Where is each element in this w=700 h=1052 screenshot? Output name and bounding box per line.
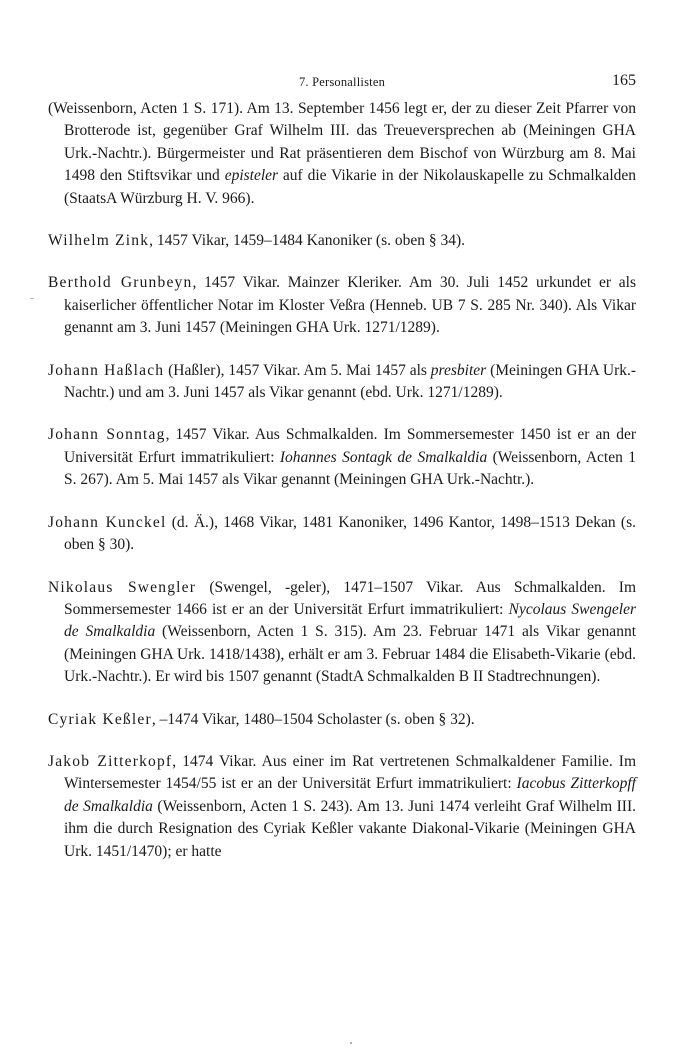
entry-berthold-grunbeyn: Berthold Grunbeyn, 1457 Vikar. Mainzer Kleriker. Am 30. Juli 1452 urkundet er als kaiserlicher öffentlicher Notar im Kloster Veßra (Henneb. UB 7 S. 285 Nr. 340). Als Vikar genannt am 3. Juni 1457 (Meiningen GHA Urk. 1271/1289).: [48, 274, 636, 337]
entry-jakob-zitterkopf: Jakob Zitterkopf, 1474 Vikar. Aus einer im Rat vertretenen Schmalkaldener Familie. Im Wintersemester 1454/55 ist er an der Universität Erfurt immatrikuliert: Iacobus Zitterkopff de Smalkaldia (Weissenborn, Acten 1 S. 243). Am 13. Juni 1474 verleiht Graf Wilhelm III. ihm die durch Resignation des Cyriak Keßler vakante Diakonal-Vikarie (Meiningen GHA Urk. 1451/1470); er hatte: [48, 752, 636, 860]
italic-term: presbiter: [430, 361, 487, 379]
entry-johann-hasslach: Johann Haßlach (Haßler), 1457 Vikar. Am 5. Mai 1457 als presbiter (Meiningen GHA Urk.-Nachtr.) und am 3. Juni 1457 als Vikar genannt (ebd. Urk. 1271/1289).: [48, 361, 637, 402]
italic-quote: Iohannes Sontagk de Smalkaldia: [279, 448, 488, 466]
margin-mark: [30, 298, 34, 299]
italic-quote: Nycolaus Swengeler de Smalkaldia: [64, 600, 636, 641]
entry-name: Johann Sonntag: [48, 426, 166, 444]
entry-johann-sonntag: Johann Sonntag, 1457 Vikar. Aus Schmalkalden. Im Sommersemester 1450 ist er an der Universität Erfurt immatrikuliert: Iohannes Sontagk de Smalkaldia (Weissenborn, Acten 1 S. 267). Am 5. Mai 1457 als Vikar genannt (Meiningen GHA Urk.-Nachtr.).: [48, 426, 636, 489]
page-number: 165: [612, 72, 636, 89]
entry-name: Johann Haßlach: [48, 361, 165, 379]
entry-name: Nikolaus Swengler: [48, 578, 197, 596]
italic-quote: Iacobus Zitterkopff de Smalkaldia: [64, 775, 636, 815]
entry-cyriak-kessler: Cyriak Keßler, –1474 Vikar, 1480–1504 Scholaster (s. oben § 32).: [48, 710, 475, 728]
entry-nikolaus-swengler: Nikolaus Swengler (Swengel, -geler), 1471–1507 Vikar. Aus Schmalkalden. Im Sommersemester 1466 ist er an der Universität Erfurt immatrikuliert: Nycolaus Swengeler de Smalkaldia (Weissenborn, Acten 1 S. 315). Am 23. Februar 1471 als Vikar genannt (Meiningen GHA Urk. 1418/1438), erhält er am 3. Februar 1484 die Elisabeth-Vikarie (ebd. Urk.-Nachtr.). Er wird bis 1507 genannt (StadtA Schmalkalden B II Stadtrechnungen).: [48, 578, 636, 686]
entry-name: Berthold Grunbeyn: [48, 274, 193, 292]
section-title: 7. Personallisten: [298, 75, 386, 89]
footer-dot: [350, 1042, 352, 1044]
continuation-paragraph: (Weissenborn, Acten 1 S. 171). Am 13. September 1456 legt er, der zu dieser Zeit Pfarrer von Brotterode ist, gegenüber Graf Wilhelm III. das Treueversprechen ab (Meiningen GHA Urk.-Nachtr.). Bürgermeister und Rat präsentieren dem Bischof von Würzburg am 8. Mai 1498 den Stiftsvikar und episteler auf die Vikarie in der Nikolauskapelle zu Schmalkalden (StaatsA Würzburg H. V. 966).: [48, 100, 636, 207]
entry-name: Jakob Zitterkopf: [48, 752, 173, 770]
entry-name: Cyriak Keßler: [48, 710, 152, 728]
entry-wilhelm-zink: Wilhelm Zink, 1457 Vikar, 1459–1484 Kanoniker (s. oben § 34).: [48, 232, 466, 250]
running-header: [48, 72, 636, 94]
italic-term: episteler: [224, 167, 279, 185]
entry-name: Wilhelm Zink: [48, 232, 150, 250]
entry-name: Johann Kunckel: [48, 513, 167, 531]
entry-johann-kunckel: Johann Kunckel (d. Ä.), 1468 Vikar, 1481 Kanoniker, 1496 Kantor, 1498–1513 Dekan (s. oben § 30).: [48, 513, 636, 554]
page-body: [48, 98, 636, 863]
